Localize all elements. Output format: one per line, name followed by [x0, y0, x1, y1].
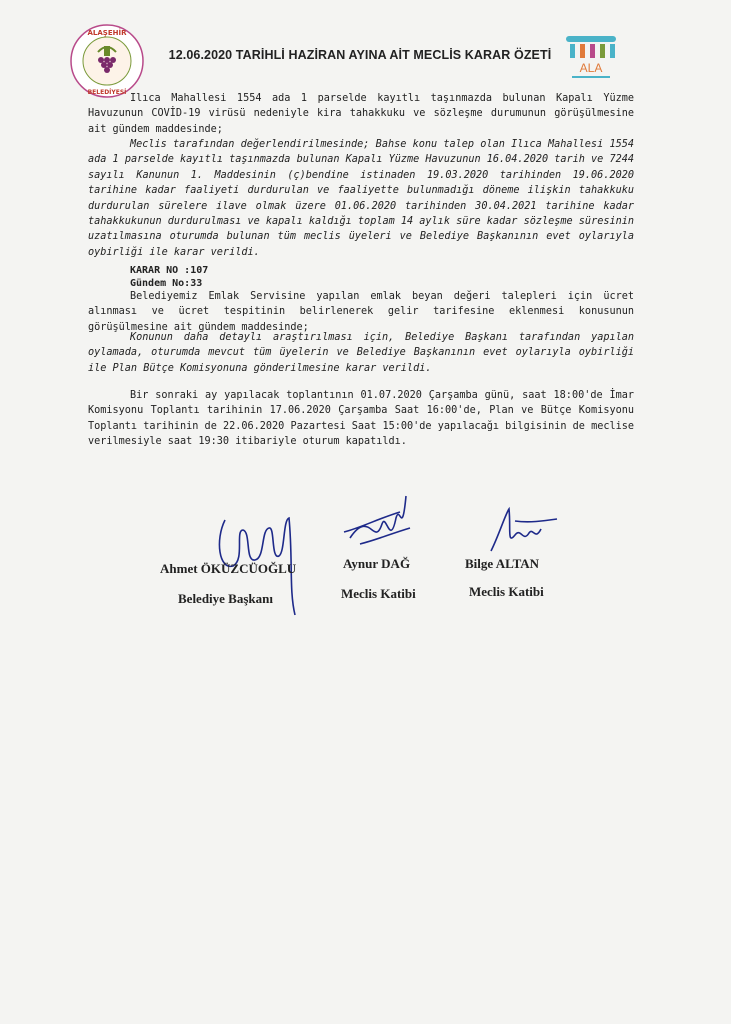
svg-text:ALA: ALA — [579, 61, 603, 75]
signatory-role-secretary-2: Meclis Katibi — [469, 584, 544, 599]
signatory-role-secretary-1: Meclis Katibi — [341, 586, 416, 601]
municipality-seal-logo — [68, 22, 146, 100]
paragraph-agenda-emlak: Belediyemiz Emlak Servisine yapılan emlak beyan değeri talepleri için ücret alınması ve ücret tespitinin belirlenerek gelir tarifesine eklenmesi konusunun görüşülmesine ait gündem maddesinde; — [88, 291, 634, 333]
signatory-name-mayor: Ahmet ÖKÜZCÜOĞLU — [160, 561, 297, 576]
paragraph-decision-pool: Meclis tarafından değerlendirilmesinde; Bahse konu talep olan Ilıca Mahallesi 1554 ada 1 parselde kayıtlı taşınmazda bulunan Kapalı Yüzme Havuzunun 16.04.2020 tarih ve 7244 sayılı Kanunun 1. Maddesinin (ç)bendine istinaden 19.03.2020 tarihinden 19.06.2020 tarihine kadar faaliyeti durdurulan ve faaliyette bulunmadığı döneme ilişkin tahakkuku durdurulan sürelere ilave olmak üzere 01.06.2020 tarihinden 30.04.2021 tarihine kadar tahakkukunun durdurulması ve kapalı kaldığı toplam 14 aylık süre kadar sözleşme süresinin uzatılmasına oturumda bulunan tüm meclis üyeleri ve Belediye Başkanının evet oylarıyla oybirliği ile karar verildi. — [88, 139, 634, 258]
document-title: 12.06.2020 TARİHLİ HAZİRAN AYINA AİT MECLİS KARAR ÖZETİ — [168, 48, 552, 62]
decision-number: KARAR NO :107 — [130, 265, 209, 276]
svg-text:ALAŞEHİR: ALAŞEHİR — [87, 29, 127, 37]
signatory-name-secretary-2: Bilge ALTAN — [465, 556, 540, 571]
signatory-name-secretary-1: Aynur DAĞ — [343, 556, 411, 571]
paragraph-decision-emlak: Konunun daha detaylı araştırılması için, Belediye Başkanı tarafından yapılan oylamada, oturumda mevcut tüm üyelerin ve Belediye Başkanının evet oylarıyla oybirliği ile Plan Bütçe Komisyonuna gönderilmesine karar verildi. — [88, 332, 634, 374]
svg-text:BELEDİYESİ: BELEDİYESİ — [87, 89, 127, 96]
paragraph-next-meeting: Bir sonraki ay yapılacak toplantının 01.07.2020 Çarşamba günü, saat 18:00'de İmar Komisyonu Toplantı tarihinin 17.06.2020 Çarşamba Saat 16:00'de, Plan ve Bütçe Komisyonu Toplantı tarihinin de 22.06.2020 Pazartesi Saat 15:00'de yapılacağı bilgisinin de meclise verilmesiyle saat 19:30 itibariyle oturum kapatıldı. — [88, 390, 634, 448]
agenda-number: Gündem No:33 — [130, 278, 203, 289]
signatory-role-mayor: Belediye Başkanı — [178, 591, 273, 606]
ala-brand-logo — [560, 32, 622, 82]
paragraph-agenda-pool: Ilıca Mahallesi 1554 ada 1 parselde kayıtlı taşınmazda bulunan Kapalı Yüzme Havuzunun COVİD-19 virüsü nedeniyle kira tahakkuku ve sözleşme durumunun görüşülmesine ait gündem maddesinde; — [88, 93, 634, 135]
